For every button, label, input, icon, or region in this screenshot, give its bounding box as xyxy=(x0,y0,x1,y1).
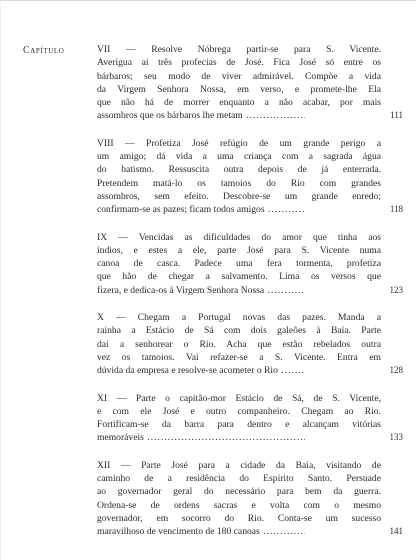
toc-entry-line: e com ele José e outro companheiro. Chegam ao Rio. xyxy=(97,405,381,417)
toc-entry-line: Ordena-se de ordens sacras e volta com o mesmo xyxy=(97,499,381,511)
toc-entry-last-line: memoráveis ..... xyxy=(97,431,305,444)
toc-entry[interactable] xyxy=(97,311,403,377)
toc-entry-line: Pretendem matá-lo os tamoios do Rio com grandes xyxy=(97,177,381,189)
toc-entry[interactable] xyxy=(97,137,403,217)
toc-entry[interactable] xyxy=(97,231,403,297)
toc-entry-line: Averigua aí três profecias de José. Fica José só entre os xyxy=(97,57,381,69)
toc-entry[interactable] xyxy=(97,459,403,539)
toc-entry[interactable] xyxy=(97,392,403,445)
toc-entry-line: que não há de morrer enquanto a não acabar, por mais xyxy=(97,97,381,109)
page-number: 141 xyxy=(389,526,403,537)
toc-entry-line: bárbaros; seu modo de viver admirável. Compõe a vida xyxy=(97,70,381,82)
toc-entry-line: governador, em socorro do Rio. Conta-se um sucesso xyxy=(97,512,381,524)
toc-entry[interactable] xyxy=(97,43,403,123)
page-number: 123 xyxy=(389,284,403,295)
toc-entry-line: caminho de a residência do Espírito Santo. Persuade xyxy=(97,473,381,485)
toc-entry-line: vez os tamoios. Vai refazer-se a S. Vicente. Entra em xyxy=(97,351,381,363)
page-number: 133 xyxy=(389,432,403,443)
toc-entry-last-line: maravilhoso de vencimento de 180 canoas ..... xyxy=(97,525,305,538)
toc-entry-line: que hão de chegar a salvamento. Lima os versos que xyxy=(97,271,381,283)
toc-entry-line: Fortificam-se da barra para dentro e alcançam vitórias xyxy=(97,419,381,431)
toc-entry-last-line: confirmam-se as pazes; ficam todos amigos ..... xyxy=(97,203,305,216)
toc-entry-line: VIII — Profetiza José refúgio de um grande perigo a xyxy=(97,137,381,149)
toc-entry-last-line: dúvida da empresa e resolve-se acometer o Rio ..... xyxy=(97,364,305,377)
toc-entry-line: IX — Vencidas as dificuldades do amor que tinha aos xyxy=(97,231,381,243)
toc-entry-line: rainha a Estácio de Sá com dois galeões à Baía. Parte xyxy=(97,325,381,337)
toc-entry-line: daí a senhorear o Rio. Acha que estão rebelados outra xyxy=(97,338,381,350)
toc-entry-last-line: assombros que os bárbaros lhe metam ..... xyxy=(97,109,305,122)
toc-entry-line: do batismo. Ressuscita outra depois de já enterrada. xyxy=(97,164,381,176)
page-number: 118 xyxy=(389,204,403,215)
toc-entry-line: VII — Resolve Nóbrega partir-se para S. Vicente. xyxy=(97,44,381,55)
toc-entry-line: X — Chegam a Portugal novas das pazes. Manda a xyxy=(97,312,381,324)
toc-entry-line: XII — Parte José para a cidade da Baía, visitando de xyxy=(97,459,381,471)
page-number: 128 xyxy=(389,365,403,376)
toc-entry-line: assombros, sem efeito. Descobre-se um grande enredo; xyxy=(97,190,381,202)
toc-entry-line: índios, e estes a ele, parte José para S. Vicente numa xyxy=(97,244,381,256)
toc-entry-line: da Virgem Senhora Nossa, em verso, e promete-lhe Ela xyxy=(97,83,381,95)
page-number: 111 xyxy=(390,110,403,121)
toc-entry-line: canoa de casca. Padece uma fera tormenta, profetiza xyxy=(97,258,381,270)
toc-entry-last-line: fizera, e dedica-os à Virgem Senhora Nossa ..... xyxy=(97,284,305,297)
table-of-contents xyxy=(97,43,403,553)
toc-entry-line: XI — Parte o capitão-mor Estácio de Sá, de S. Vicente, xyxy=(97,392,381,404)
chapter-heading: Capítulo xyxy=(23,45,65,56)
toc-entry-line: ao governador geral do necessário para bem da guerra. xyxy=(97,486,381,498)
toc-entry-line: um amigo; dá vida a uma criança com a sagrada água xyxy=(97,151,381,163)
